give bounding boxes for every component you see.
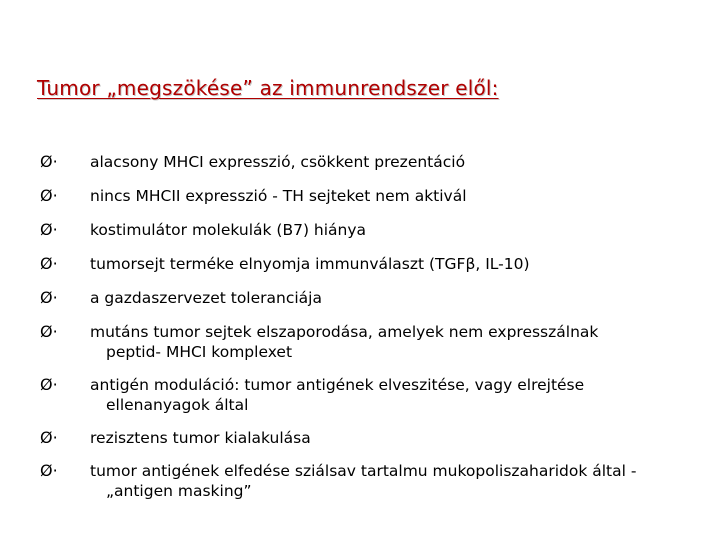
- bullet-list: [40, 152, 700, 501]
- bullet-text: [90, 220, 700, 240]
- bullet-line-continuation: peptid- MHCI komplexet: [106, 343, 293, 361]
- arrow-bullet-icon: Ø·: [40, 322, 58, 341]
- bullet-line: tumorsejt terméke elnyomja immunválaszt (TGFβ, IL-10): [90, 255, 530, 273]
- bullet-text: [90, 254, 700, 274]
- list-item: [40, 254, 700, 274]
- bullet-line: mutáns tumor sejtek elszaporodása, amelyek nem expresszálnak: [90, 323, 599, 341]
- list-item: [40, 220, 700, 240]
- bullet-line: a gazdaszervezet toleranciája: [90, 289, 322, 307]
- bullet-line: rezisztens tumor kialakulása: [90, 429, 311, 447]
- bullet-text: [90, 322, 700, 362]
- bullet-line-continuation: „antigen masking”: [106, 482, 252, 500]
- bullet-text: [90, 375, 700, 415]
- bullet-line: kostimulátor molekulák (B7) hiánya: [90, 221, 367, 239]
- arrow-bullet-icon: Ø·: [40, 186, 58, 205]
- arrow-bullet-icon: Ø·: [40, 461, 58, 480]
- arrow-bullet-icon: Ø·: [40, 254, 58, 273]
- arrow-bullet-icon: Ø·: [40, 375, 58, 394]
- slide-title: Tumor „megszökése” az immunrendszer elől:: [37, 76, 499, 100]
- list-item: [40, 428, 700, 448]
- list-item: [40, 288, 700, 308]
- arrow-bullet-icon: Ø·: [40, 220, 58, 239]
- list-item: [40, 375, 700, 415]
- list-item: [40, 461, 700, 501]
- bullet-text: [90, 152, 700, 172]
- list-item: [40, 322, 700, 362]
- list-item: [40, 186, 700, 206]
- bullet-line: antigén moduláció: tumor antigének elveszitése, vagy elrejtése: [90, 376, 585, 394]
- bullet-text: [90, 288, 700, 308]
- bullet-line: nincs MHCII expresszió - TH sejteket nem aktivál: [90, 187, 467, 205]
- bullet-text: [90, 186, 700, 206]
- bullet-line: tumor antigének elfedése sziálsav tartalmu mukopoliszaharidok által -: [90, 462, 637, 480]
- bullet-text: [90, 461, 700, 501]
- list-item: [40, 152, 700, 172]
- bullet-line-continuation: ellenanyagok által: [106, 396, 249, 414]
- arrow-bullet-icon: Ø·: [40, 152, 58, 171]
- bullet-line: alacsony MHCI expresszió, csökkent prezentáció: [90, 153, 466, 171]
- arrow-bullet-icon: Ø·: [40, 428, 58, 447]
- bullet-text: [90, 428, 700, 448]
- arrow-bullet-icon: Ø·: [40, 288, 58, 307]
